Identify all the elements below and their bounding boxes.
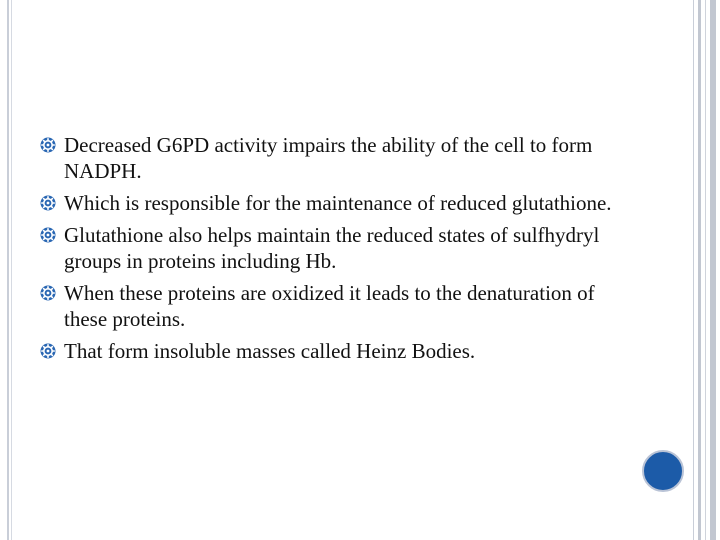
bullet-text: Decreased G6PD activity impairs the ability of the cell to form NADPH. (64, 133, 593, 183)
bullet-text: When these proteins are oxidized it leads to the denaturation of these proteins. (64, 281, 595, 331)
bullet-list (40, 132, 640, 364)
bullet-text: Which is responsible for the maintenance of reduced glutathione. (64, 191, 612, 215)
right-border-stripe (710, 0, 716, 540)
gear-icon (40, 343, 56, 359)
gear-icon (40, 137, 56, 153)
right-border-stripe (698, 0, 701, 540)
bullet-item (40, 338, 640, 364)
gear-icon (40, 227, 56, 243)
gear-icon (40, 285, 56, 301)
bullet-item (40, 222, 640, 274)
circle-decoration (642, 450, 684, 492)
right-border-stripe (693, 0, 694, 540)
gear-icon (40, 195, 56, 211)
slide-body (40, 132, 640, 370)
left-border-line-inner (11, 0, 12, 540)
bullet-text: That form insoluble masses called Heinz Bodies. (64, 339, 476, 363)
bullet-item (40, 132, 640, 184)
bullet-item (40, 280, 640, 332)
left-border-line (7, 0, 9, 540)
bullet-item (40, 190, 640, 216)
right-border-stripe (705, 0, 706, 540)
bullet-text: Glutathione also helps maintain the reduced states of sulfhydryl groups in proteins including Hb. (64, 223, 600, 273)
